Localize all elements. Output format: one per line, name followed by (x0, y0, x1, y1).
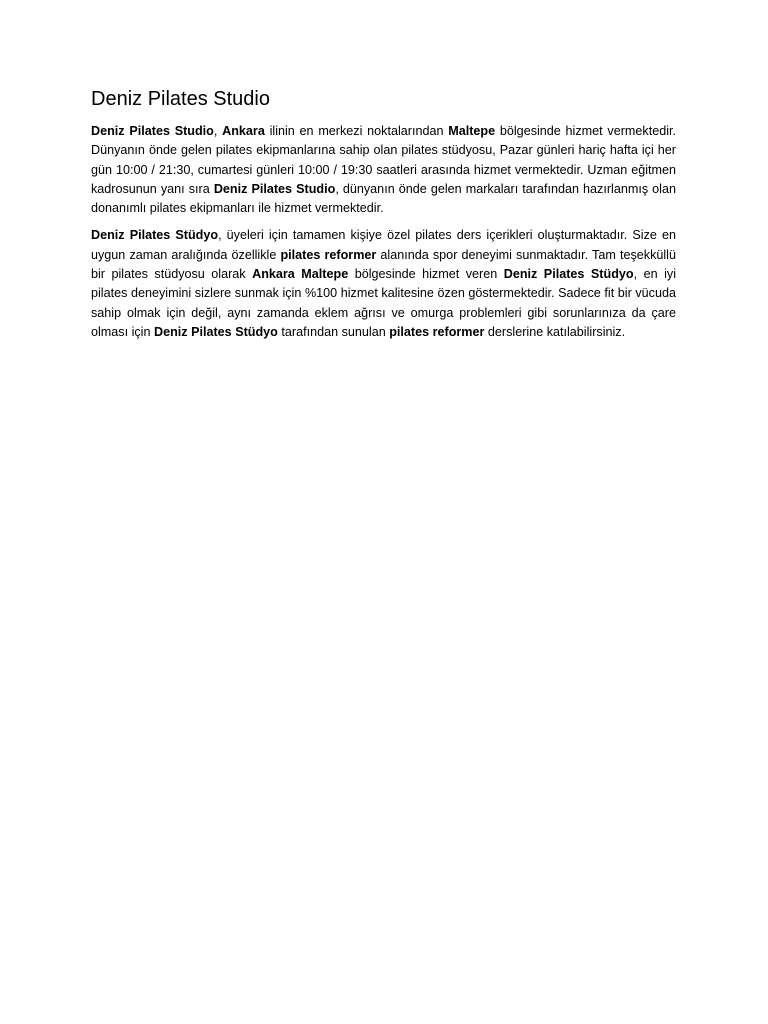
paragraph-text: , en iyi pilates deneyimini sizlere sunmak için %100 hizmet kalitesine özen göstermektedir. Sadece fit bir vücuda sahip olmak için değil, aynı zamanda eklem ağrısı ve omurga problemleri gibi sorunlarınıza da çare olması için (91, 267, 676, 339)
bold-keyword: Deniz Pilates Studio (91, 124, 214, 138)
paragraph-text: ilinin en merkezi noktalarından (264, 124, 449, 138)
paragraph-text: , (213, 124, 223, 138)
document-page (91, 86, 676, 350)
bold-keyword: Deniz Pilates Studio (213, 181, 336, 196)
bold-keyword: Deniz Pilates Stüdyo (503, 267, 634, 282)
document-body (91, 122, 676, 342)
bold-keyword: Maltepe (448, 124, 496, 138)
paragraph-text: tarafından sunulan (277, 324, 390, 339)
bold-keyword: Deniz Pilates Stüdyo (154, 324, 278, 339)
paragraph-text: , üyeleri için tamamen kişiye özel pilates ders içerikleri oluşturmaktadır. Size en uygun zaman aralığında özellikle (91, 228, 676, 262)
paragraph-text: , dünyanın önde gelen markaları tarafından hazırlanmış olan donanımlı pilates ekipmanları ile hizmet vermektedir. (91, 181, 676, 216)
document-title: Deniz Pilates Studio (91, 88, 270, 110)
body-paragraph (91, 226, 676, 342)
bold-keyword: Deniz Pilates Stüdyo (91, 228, 219, 243)
paragraph-text: derslerine katılabilirsiniz. (484, 324, 626, 339)
bold-keyword: Ankara Maltepe (252, 267, 349, 282)
paragraph-text: bölgesinde hizmet vermektedir. Dünyanın önde gelen pilates ekipmanlarına sahip olan pilates stüdyosu, Pazar günleri hariç hafta içi her gün 10:00 / 21:30, cumartesi günleri 10:00 / 19:30 saatleri arasında hizmet vermektedir. Uzman eğitmen kadrosunun yanı sıra (91, 124, 676, 196)
body-paragraph (91, 122, 676, 218)
paragraph-text: alanında spor deneyimi sunmaktadır. Tam teşekküllü bir pilates stüdyosu olarak (91, 247, 676, 282)
paragraph-text: bölgesinde hizmet veren (348, 267, 504, 282)
bold-keyword: pilates reformer (389, 324, 485, 339)
bold-keyword: Ankara (222, 124, 265, 138)
bold-keyword: pilates reformer (280, 247, 377, 262)
